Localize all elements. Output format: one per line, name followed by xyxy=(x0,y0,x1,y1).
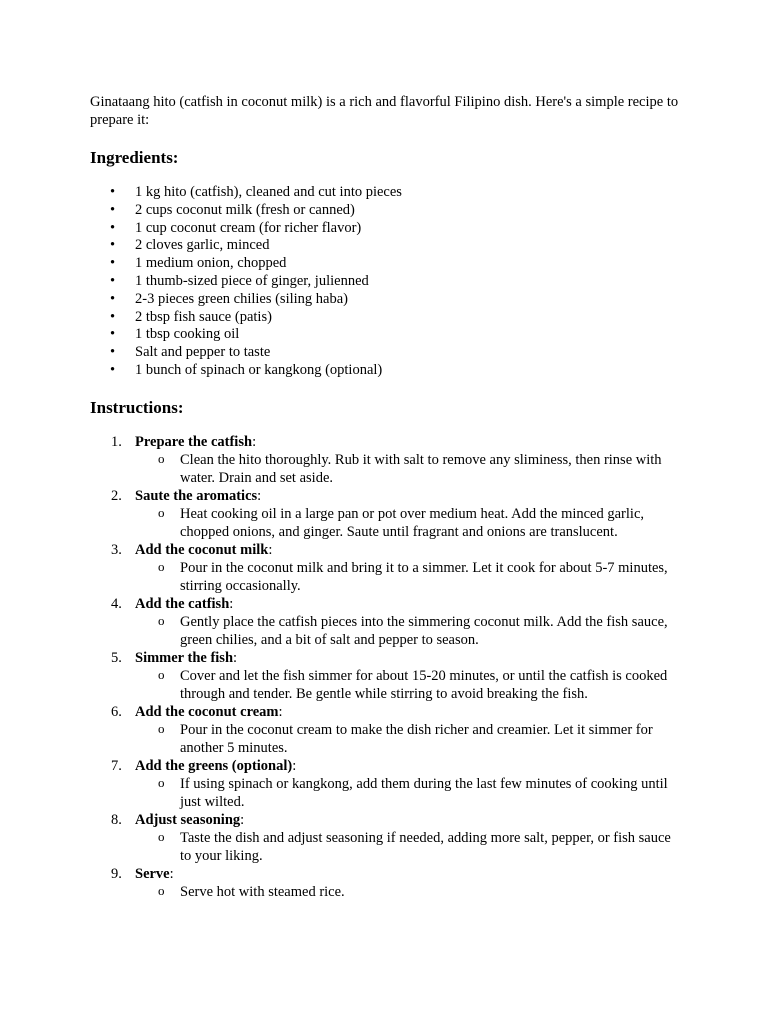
step-title: Add the greens (optional) xyxy=(135,757,293,774)
ingredient-text: 1 tbsp cooking oil xyxy=(135,326,240,343)
ingredient-item xyxy=(90,201,680,219)
step-colon: : xyxy=(169,865,174,882)
instruction-step xyxy=(90,595,680,649)
step-number: 8. xyxy=(111,811,122,828)
bullet-icon: • xyxy=(110,290,116,307)
ingredient-text: 1 cup coconut cream (for richer flavor) xyxy=(135,219,362,236)
ingredient-item xyxy=(90,325,680,343)
intro-paragraph: Ginataang hito (catfish in coconut milk) is a rich and flavorful Filipino dish. Here's a simple recipe to prepare it: xyxy=(90,94,679,128)
step-detail-list xyxy=(135,829,680,865)
step-detail-item xyxy=(135,613,675,649)
instruction-step xyxy=(90,811,680,865)
step-detail-list xyxy=(135,883,680,901)
step-detail-list xyxy=(135,559,680,595)
step-detail-text: Clean the hito thoroughly. Rub it with salt to remove any sliminess, then rinse with water. Drain and set aside. xyxy=(180,451,662,486)
bullet-icon: • xyxy=(110,272,116,289)
step-detail-list xyxy=(135,505,680,541)
ingredient-item xyxy=(90,343,680,361)
step-detail-text: Gently place the catfish pieces into the simmering coconut milk. Add the fish sauce, green chilies, and a bit of salt and pepper to season. xyxy=(180,613,668,648)
ingredient-text: 1 medium onion, chopped xyxy=(135,255,287,272)
ingredients-heading: Ingredients: xyxy=(90,148,179,167)
instruction-step xyxy=(90,703,680,757)
instruction-step xyxy=(90,433,680,487)
step-detail-text: Pour in the coconut cream to make the dish richer and creamier. Let it simmer for another 5 minutes. xyxy=(180,721,653,756)
ingredient-text: Salt and pepper to taste xyxy=(135,344,271,361)
bullet-icon: • xyxy=(110,219,116,236)
step-title: Prepare the catfish xyxy=(135,433,253,450)
instruction-step xyxy=(90,865,680,901)
step-number: 7. xyxy=(111,757,122,774)
circle-bullet-icon: o xyxy=(158,450,165,466)
circle-bullet-icon: o xyxy=(158,612,165,628)
bullet-icon: • xyxy=(110,184,116,200)
ingredient-item xyxy=(90,183,680,201)
step-title: Add the coconut cream xyxy=(135,703,279,720)
step-detail-text: Serve hot with steamed rice. xyxy=(180,883,345,900)
recipe-document xyxy=(90,93,680,901)
step-number: 1. xyxy=(111,433,122,450)
circle-bullet-icon: o xyxy=(158,774,165,790)
step-detail-item xyxy=(135,775,675,811)
step-detail-item xyxy=(135,667,675,703)
bullet-icon: • xyxy=(110,344,116,361)
ingredient-item xyxy=(90,272,680,290)
ingredient-text: 1 kg hito (catfish), cleaned and cut into pieces xyxy=(135,184,402,200)
step-colon: : xyxy=(229,595,234,612)
step-title: Simmer the fish xyxy=(135,649,234,666)
instruction-step xyxy=(90,487,680,541)
step-colon: : xyxy=(257,487,262,504)
step-colon: : xyxy=(292,757,297,774)
step-number: 6. xyxy=(111,703,122,720)
instruction-step xyxy=(90,757,680,811)
circle-bullet-icon: o xyxy=(158,720,165,736)
step-colon: : xyxy=(252,433,257,450)
ingredient-text: 2 cloves garlic, minced xyxy=(135,237,270,254)
circle-bullet-icon: o xyxy=(158,882,165,898)
step-detail-list xyxy=(135,775,680,811)
step-number: 5. xyxy=(111,649,122,666)
ingredient-text: 1 thumb-sized piece of ginger, julienned xyxy=(135,272,369,289)
step-detail-item xyxy=(135,829,675,865)
circle-bullet-icon: o xyxy=(158,666,165,682)
instructions-list xyxy=(90,433,680,901)
step-colon: : xyxy=(268,541,273,558)
step-detail-text: If using spinach or kangkong, add them during the last few minutes of cooking until just wilted. xyxy=(180,775,668,810)
step-detail-text: Cover and let the fish simmer for about 15-20 minutes, or until the catfish is cooked through and tender. Be gentle while stirring to avoid breaking the fish. xyxy=(180,667,668,702)
circle-bullet-icon: o xyxy=(158,558,165,574)
step-colon: : xyxy=(240,811,245,828)
step-detail-list xyxy=(135,613,680,649)
ingredient-item xyxy=(90,219,680,237)
step-colon: : xyxy=(278,703,283,720)
bullet-icon: • xyxy=(110,308,116,325)
step-title: Add the coconut milk xyxy=(135,541,269,558)
ingredient-item xyxy=(90,290,680,308)
ingredient-text: 2 cups coconut milk (fresh or canned) xyxy=(135,201,355,218)
ingredient-text: 1 bunch of spinach or kangkong (optional) xyxy=(135,361,383,378)
step-detail-text: Pour in the coconut milk and bring it to a simmer. Let it cook for about 5-7 minutes, stirring occasionally. xyxy=(180,559,668,594)
step-detail-item xyxy=(135,883,675,901)
step-detail-item xyxy=(135,505,675,541)
step-detail-item xyxy=(135,559,675,595)
ingredient-item xyxy=(90,308,680,326)
step-title: Adjust seasoning xyxy=(135,811,241,828)
step-detail-item xyxy=(135,451,675,487)
step-number: 2. xyxy=(111,487,122,504)
ingredient-text: 2 tbsp fish sauce (patis) xyxy=(135,308,272,325)
step-title: Serve xyxy=(135,865,170,882)
step-detail-list xyxy=(135,667,680,703)
step-number: 4. xyxy=(111,595,122,612)
step-detail-text: Taste the dish and adjust seasoning if needed, adding more salt, pepper, or fish sauce to your liking. xyxy=(180,829,671,864)
step-colon: : xyxy=(233,649,238,666)
circle-bullet-icon: o xyxy=(158,504,165,520)
ingredient-item xyxy=(90,254,680,272)
instructions-heading: Instructions: xyxy=(90,397,184,417)
instruction-step xyxy=(90,541,680,595)
step-number: 9. xyxy=(111,865,122,882)
circle-bullet-icon: o xyxy=(158,828,165,844)
ingredient-item xyxy=(90,236,680,254)
step-detail-list xyxy=(135,451,680,487)
step-title: Saute the aromatics xyxy=(135,487,258,504)
bullet-icon: • xyxy=(110,326,116,343)
step-number: 3. xyxy=(111,541,122,558)
ingredient-text: 2-3 pieces green chilies (siling haba) xyxy=(135,290,348,307)
bullet-icon: • xyxy=(110,201,116,218)
step-detail-item xyxy=(135,721,675,757)
bullet-icon: • xyxy=(110,361,116,378)
ingredient-item xyxy=(90,361,680,379)
bullet-icon: • xyxy=(110,237,116,254)
step-detail-text: Heat cooking oil in a large pan or pot over medium heat. Add the minced garlic, chopped onions, and ginger. Saute until fragrant and onions are translucent. xyxy=(180,505,644,540)
step-detail-list xyxy=(135,721,680,757)
ingredients-list xyxy=(90,183,680,379)
bullet-icon: • xyxy=(110,255,116,272)
instruction-step xyxy=(90,649,680,703)
step-title: Add the catfish xyxy=(135,595,230,612)
